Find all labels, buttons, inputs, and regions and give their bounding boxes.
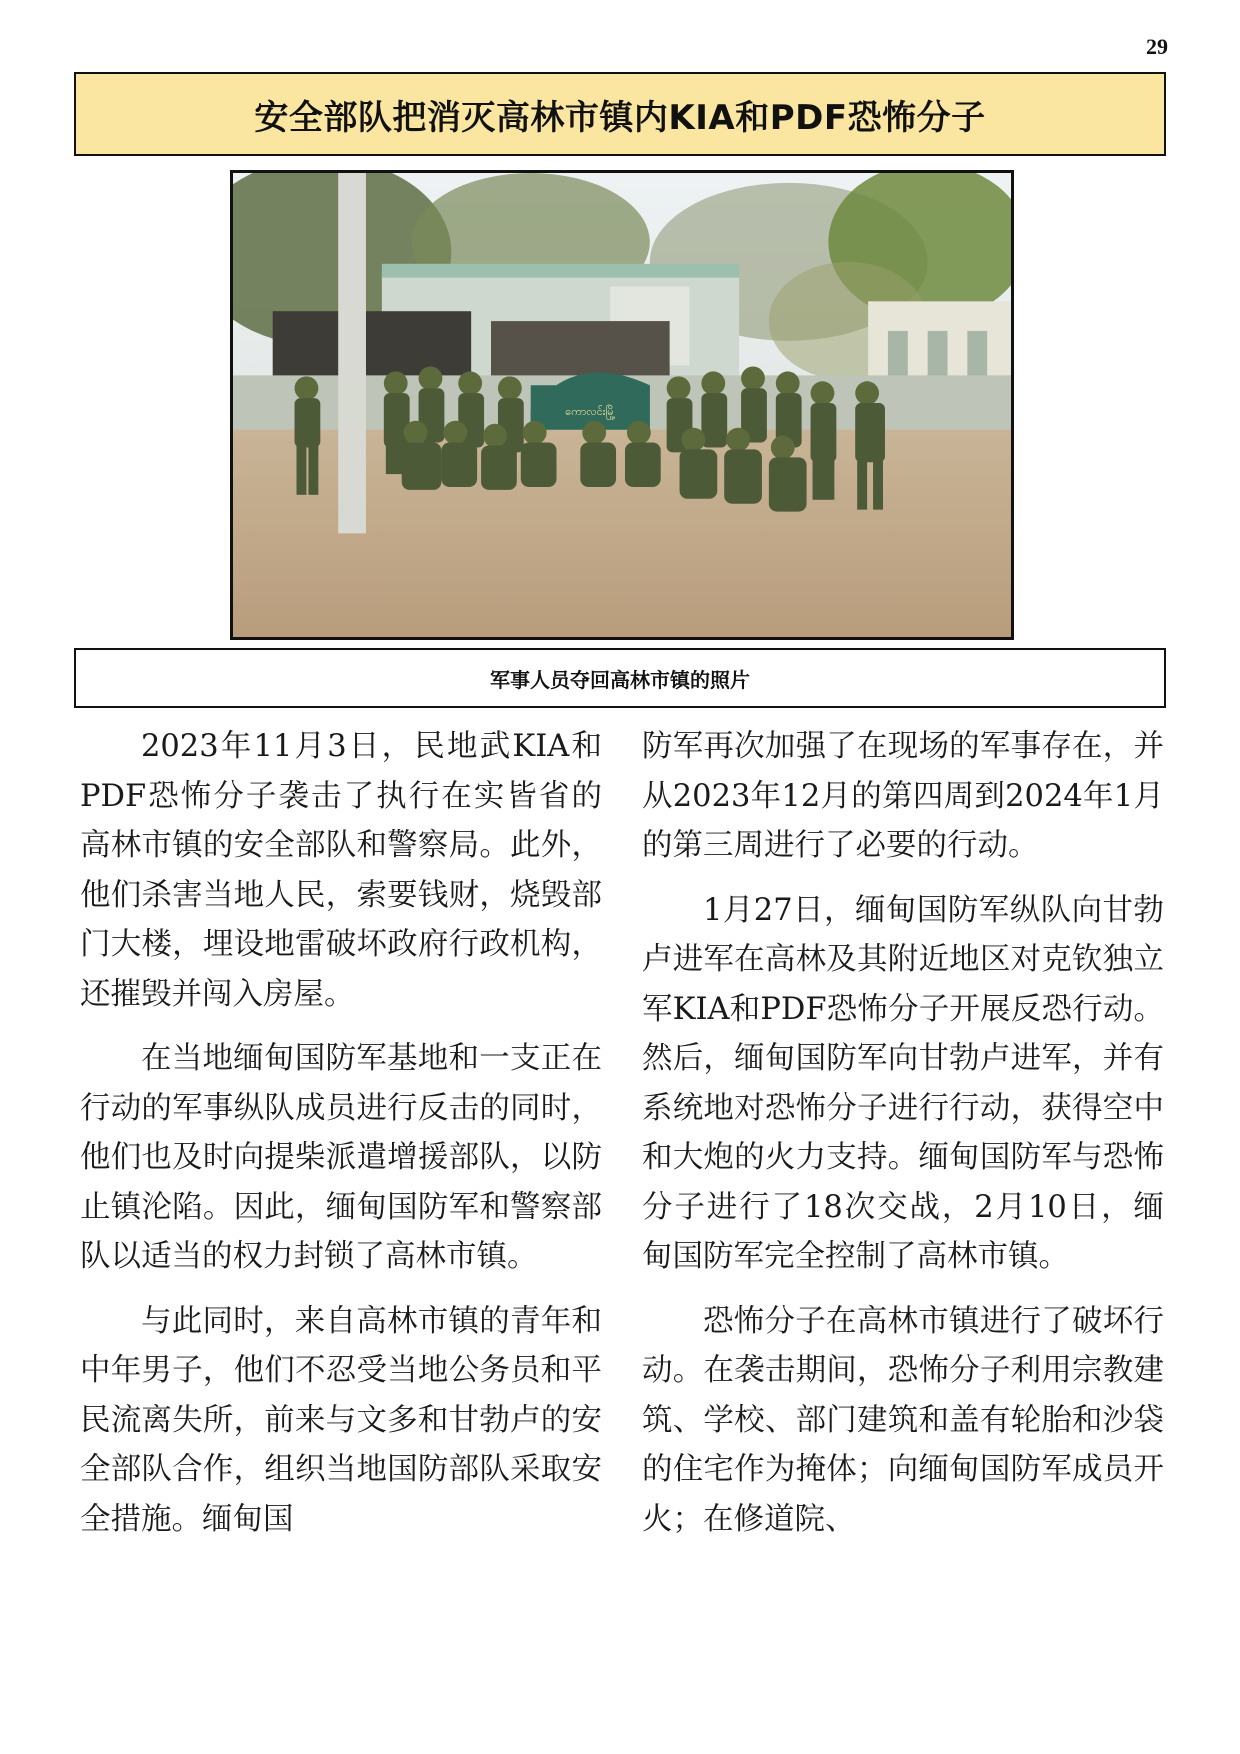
photo-caption: 军事人员夺回高林市镇的照片 bbox=[490, 667, 750, 692]
article-column-left bbox=[80, 722, 602, 1559]
sign-text: ကောလင်းမြို့ bbox=[565, 404, 616, 418]
utility-pole bbox=[338, 173, 366, 533]
paragraph: 1月27日，缅甸国防军纵队向甘勃卢进军在高林及其附近地区对克钦独立军KIA和PDF恐怖分子开展反恐行动。然后，缅甸国防军向甘勃卢进军，并有系统地对恐怖分子进行行动，获得空中和大炮的火力支持。缅甸国防军与恐怖分子进行了18次交战，2月10日，缅甸国防军完全控制了高林市镇。 bbox=[642, 892, 1164, 1274]
paragraph: 恐怖分子在高林市镇进行了破坏行动。在袭击期间，恐怖分子利用宗教建筑、学校、部门建筑和盖有轮胎和沙袋的住宅作为掩体；向缅甸国防军成员开火；在修道院、 bbox=[642, 1303, 1164, 1537]
title-banner bbox=[74, 72, 1166, 156]
paragraph: 2023年11月3日，民地武KIA和PDF恐怖分子袭击了执行在实皆省的高林市镇的安全部队和警察局。此外，他们杀害当地人民，索要钱财，烧毁部门大楼，埋设地雷破坏政府行政机构，还摧毁并闯入房屋。 bbox=[80, 729, 602, 1012]
paragraph: 与此同时，来自高林市镇的青年和中年男子，他们不忍受当地公务员和平民流离失所，前来与文多和甘勃卢的安全部队合作，组织当地国防部队采取安全措施。缅甸国 bbox=[80, 1303, 602, 1537]
article-column-right bbox=[642, 722, 1164, 1559]
caption-box bbox=[74, 648, 1166, 708]
photo-frame bbox=[230, 170, 1014, 640]
paragraph-continuation: 防军再次加强了在现场的军事存在，并从2023年12月的第四周到2024年1月的第三周进行了必要的行动。 bbox=[642, 729, 1164, 863]
page-title: 安全部队把消灭高林市镇内KIA和PDF恐怖分子 bbox=[254, 97, 986, 138]
soldiers-photo bbox=[233, 173, 1011, 637]
page-number: 29 bbox=[1146, 34, 1168, 59]
paragraph: 在当地缅甸国防军基地和一支正在行动的军事纵队成员进行反击的同时，他们也及时向提柴派遣增援部队，以防止镇沦陷。因此，缅甸国防军和警察部队以适当的权力封锁了高林市镇。 bbox=[80, 1041, 602, 1274]
